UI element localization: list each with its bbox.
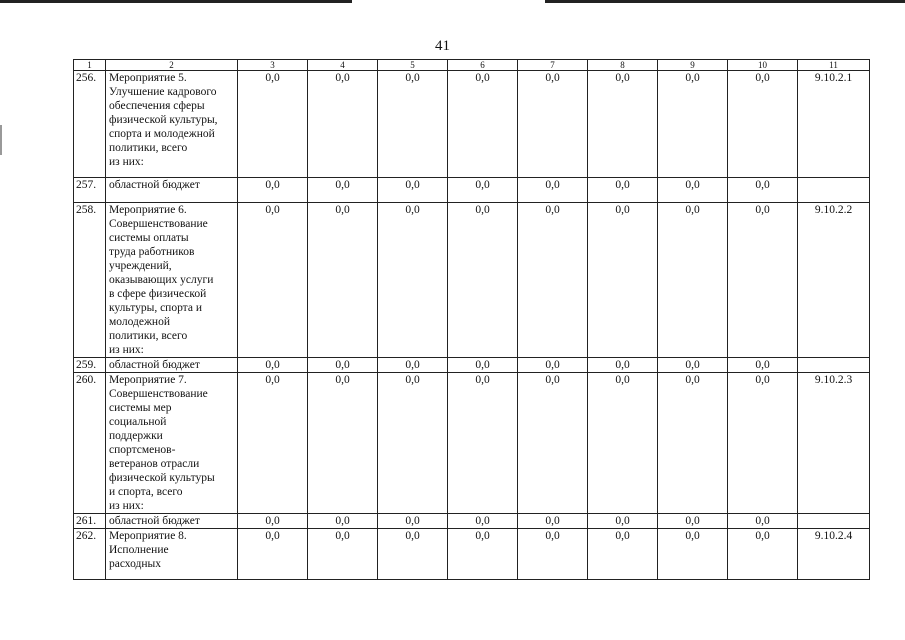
code-cell	[798, 358, 870, 373]
value-cell: 0,0	[518, 358, 588, 373]
row-number: 256.	[74, 71, 106, 178]
value-cell: 0,0	[728, 178, 798, 203]
column-header: 11	[798, 60, 870, 71]
value-cell: 0,0	[588, 71, 658, 178]
table-row	[74, 373, 870, 514]
table-row	[74, 514, 870, 529]
value-cell: 0,0	[658, 514, 728, 529]
value-cell: 0,0	[728, 514, 798, 529]
row-number: 260.	[74, 373, 106, 514]
value-cell: 0,0	[658, 203, 728, 358]
table-row	[74, 358, 870, 373]
value-cell: 0,0	[588, 358, 658, 373]
value-cell: 0,0	[308, 71, 378, 178]
value-cell: 0,0	[728, 203, 798, 358]
table-row	[74, 529, 870, 580]
value-cell: 0,0	[238, 373, 308, 514]
value-cell: 0,0	[518, 203, 588, 358]
value-cell: 0,0	[728, 358, 798, 373]
value-cell: 0,0	[448, 358, 518, 373]
column-header: 5	[378, 60, 448, 71]
code-cell: 9.10.2.1	[798, 71, 870, 178]
value-cell: 0,0	[378, 178, 448, 203]
value-cell: 0,0	[238, 358, 308, 373]
value-cell: 0,0	[518, 373, 588, 514]
value-cell: 0,0	[238, 178, 308, 203]
value-cell: 0,0	[588, 514, 658, 529]
value-cell: 0,0	[728, 529, 798, 580]
top-rule-left	[0, 0, 352, 3]
code-cell: 9.10.2.2	[798, 203, 870, 358]
value-cell: 0,0	[238, 514, 308, 529]
code-cell: 9.10.2.4	[798, 529, 870, 580]
row-number: 259.	[74, 358, 106, 373]
value-cell: 0,0	[518, 178, 588, 203]
value-cell: 0,0	[518, 514, 588, 529]
row-name: Мероприятие 7. Совершенствование системы мер социальной поддержки спортсменов- ветеранов отрасли физической культуры и спорта, всего из них:	[106, 373, 238, 514]
value-cell: 0,0	[378, 71, 448, 178]
value-cell: 0,0	[658, 71, 728, 178]
table-row	[74, 203, 870, 358]
value-cell: 0,0	[588, 178, 658, 203]
value-cell: 0,0	[308, 203, 378, 358]
row-name: областной бюджет	[106, 358, 238, 373]
value-cell: 0,0	[448, 373, 518, 514]
value-cell: 0,0	[728, 373, 798, 514]
column-header: 9	[658, 60, 728, 71]
column-header: 7	[518, 60, 588, 71]
value-cell: 0,0	[448, 71, 518, 178]
value-cell: 0,0	[518, 71, 588, 178]
budget-table	[73, 59, 870, 580]
row-name: Мероприятие 6. Совершенствование системы оплаты труда работников учреждений, оказывающих услуги в сфере физической культуры, спорта и молодежной политики, всего из них:	[106, 203, 238, 358]
row-name: областной бюджет	[106, 178, 238, 203]
value-cell: 0,0	[378, 203, 448, 358]
table-row	[74, 178, 870, 203]
value-cell: 0,0	[378, 529, 448, 580]
column-header: 2	[106, 60, 238, 71]
value-cell: 0,0	[728, 71, 798, 178]
top-rule-right	[545, 0, 905, 3]
row-number: 262.	[74, 529, 106, 580]
value-cell: 0,0	[378, 358, 448, 373]
value-cell: 0,0	[518, 529, 588, 580]
value-cell: 0,0	[238, 71, 308, 178]
value-cell: 0,0	[238, 203, 308, 358]
column-header: 8	[588, 60, 658, 71]
scan-edge-mark	[0, 125, 2, 155]
code-cell	[798, 178, 870, 203]
row-number: 261.	[74, 514, 106, 529]
value-cell: 0,0	[238, 529, 308, 580]
value-cell: 0,0	[448, 514, 518, 529]
value-cell: 0,0	[308, 358, 378, 373]
table-row	[74, 71, 870, 178]
value-cell: 0,0	[448, 529, 518, 580]
value-cell: 0,0	[308, 514, 378, 529]
row-number: 258.	[74, 203, 106, 358]
value-cell: 0,0	[378, 373, 448, 514]
value-cell: 0,0	[588, 529, 658, 580]
value-cell: 0,0	[658, 529, 728, 580]
value-cell: 0,0	[308, 373, 378, 514]
column-header: 4	[308, 60, 378, 71]
value-cell: 0,0	[588, 203, 658, 358]
value-cell: 0,0	[658, 358, 728, 373]
column-header: 1	[74, 60, 106, 71]
page-number: 41	[435, 38, 450, 54]
row-name: областной бюджет	[106, 514, 238, 529]
value-cell: 0,0	[448, 178, 518, 203]
value-cell: 0,0	[658, 178, 728, 203]
value-cell: 0,0	[658, 373, 728, 514]
column-header: 6	[448, 60, 518, 71]
row-name: Мероприятие 5. Улучшение кадрового обеспечения сферы физической культуры, спорта и молодежной политики, всего из них:	[106, 71, 238, 178]
value-cell: 0,0	[308, 178, 378, 203]
row-number: 257.	[74, 178, 106, 203]
code-cell: 9.10.2.3	[798, 373, 870, 514]
value-cell: 0,0	[448, 203, 518, 358]
column-header: 3	[238, 60, 308, 71]
value-cell: 0,0	[588, 373, 658, 514]
column-header: 10	[728, 60, 798, 71]
code-cell	[798, 514, 870, 529]
value-cell: 0,0	[378, 514, 448, 529]
value-cell: 0,0	[308, 529, 378, 580]
header-row	[74, 60, 870, 71]
row-name: Мероприятие 8. Исполнение расходных	[106, 529, 238, 580]
